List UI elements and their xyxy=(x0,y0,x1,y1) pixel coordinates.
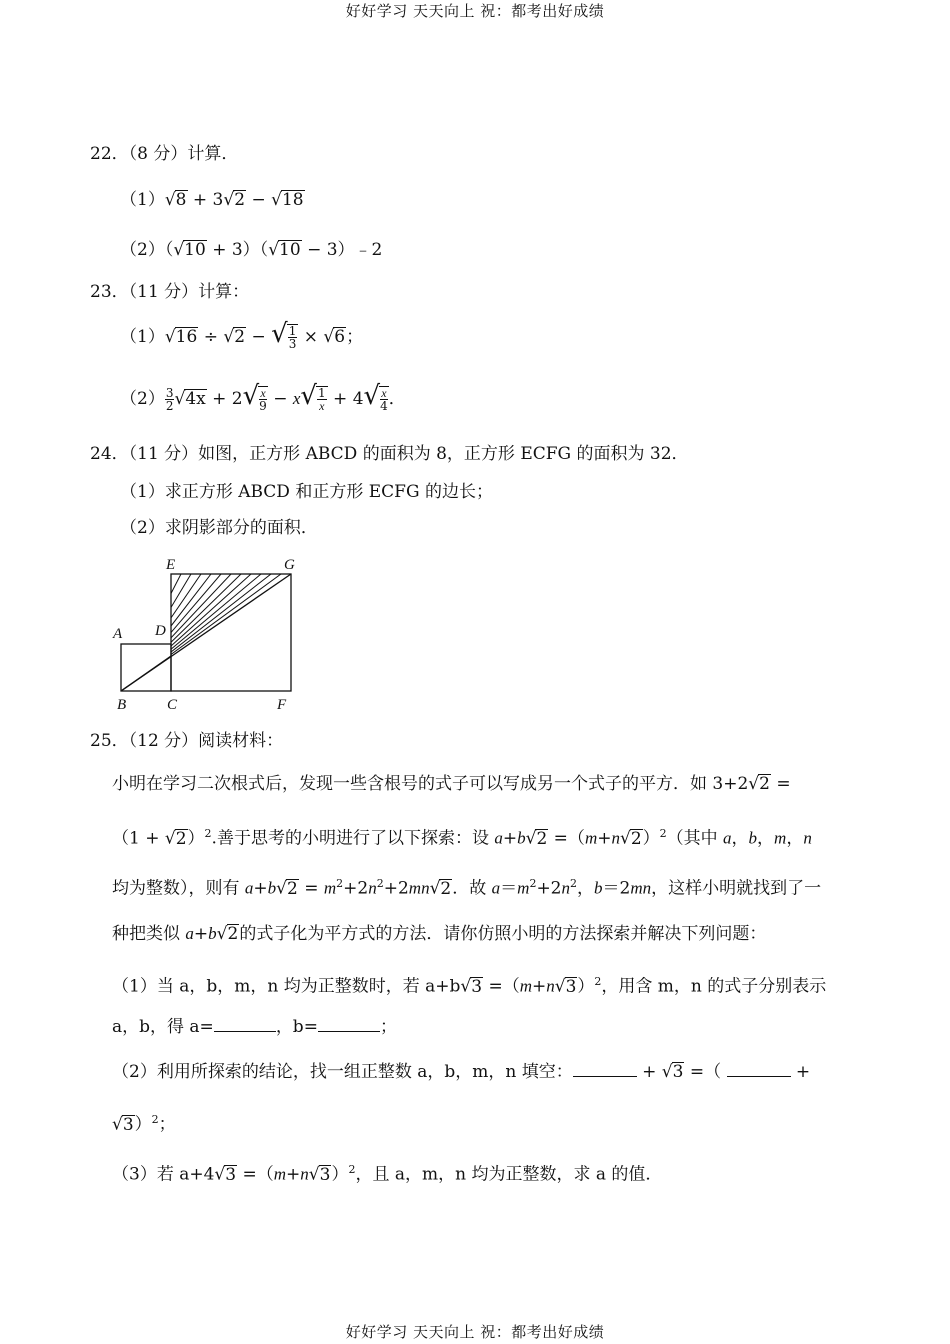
label-e: E xyxy=(166,557,176,573)
q25-part2-line1: （2）利用所探索的结论，找一组正整数 a，b，m，n 填空： + √3 =（ + xyxy=(112,1062,811,1082)
square-figure xyxy=(100,550,320,720)
q22-title: 22．（8 分）计算． xyxy=(90,144,239,164)
q22-part1: （1）√8 + 3√2 − √18 xyxy=(120,190,304,210)
page-footer: 好好学习 天天向上 祝：都考出好成绩 xyxy=(345,1323,605,1341)
page-header: 好好学习 天天向上 祝：都考出好成绩 xyxy=(345,2,605,20)
q22-part2: （2）（√10 + 3）（√10 − 3）﹣2 xyxy=(120,240,383,260)
q25-intro-line4: 种把类似 a+b√2的式子化为平方式的方法．请你仿照小明的方法探索并解决下列问题： xyxy=(112,924,767,944)
q24-title: 24．（11 分）如图，正方形 ABCD 的面积为 8，正方形 ECFG 的面积为 32． xyxy=(90,444,689,464)
blank-a[interactable] xyxy=(214,1017,276,1032)
label-a: A xyxy=(113,626,123,642)
q25-part3: （3）若 $a+4√3 =(m+n√3)^2$，且 a，m，n 均为正整数，求 a 的值． xyxy=(112,1163,663,1185)
q25-intro-line3: 均为整数），则有 $a+b√2 = m^2+2n^2+2mn√2$．故 $a=m^2+2n^2$，b＝2mn，这样小明就找到了一 xyxy=(112,877,822,899)
q25-part1-line2: a，b，得 a= ，b= ； xyxy=(112,1017,397,1037)
q23-part1: （1）√16 ÷ √2 − √ $\frac{1}{3}$ × √6； xyxy=(120,319,364,351)
blank-part2-a[interactable] xyxy=(573,1062,637,1077)
q25-intro-line1: 小明在学习二次根式后，发现一些含根号的式子可以写成另一个式子的平方．如 3+2√2 = xyxy=(112,774,791,794)
q24-part2: （2）求阴影部分的面积． xyxy=(120,518,318,538)
label-c: C xyxy=(167,697,178,713)
q25-part1-line1: （1）当 a，b，m，n 均为正整数时，若 $a+b√3 =(m+n√3)^2$，用含 m，n 的式子分别表示 xyxy=(112,975,827,997)
q25-part2-line2: √3）$^2$； xyxy=(112,1113,176,1135)
label-d: D xyxy=(155,623,166,639)
blank-b[interactable] xyxy=(318,1017,380,1032)
label-b: B xyxy=(117,697,127,713)
q23-part2: （2） $\frac{3}{2}$ √4x + 2√ $\frac{x}{9}$ − x√ $\frac{1}{x}$ + 4√ $\frac{x}{4}$ ． xyxy=(120,381,406,413)
q23-title: 23．（11 分）计算： xyxy=(90,282,250,302)
square-abcd xyxy=(121,644,171,691)
q25-intro-line2: $(1 + √2)^2$.善于思考的小明进行了以下探索：设 $a+b√2 =(m+n√2)^2$（其中 a，b，m，n xyxy=(112,827,812,849)
label-f: F xyxy=(277,697,287,713)
q24-part1: （1）求正方形 ABCD 和正方形 ECFG 的边长； xyxy=(120,482,493,502)
q25-title: 25．（12 分）阅读材料： xyxy=(90,731,284,751)
label-g: G xyxy=(284,557,295,573)
blank-part2-m[interactable] xyxy=(727,1062,791,1077)
